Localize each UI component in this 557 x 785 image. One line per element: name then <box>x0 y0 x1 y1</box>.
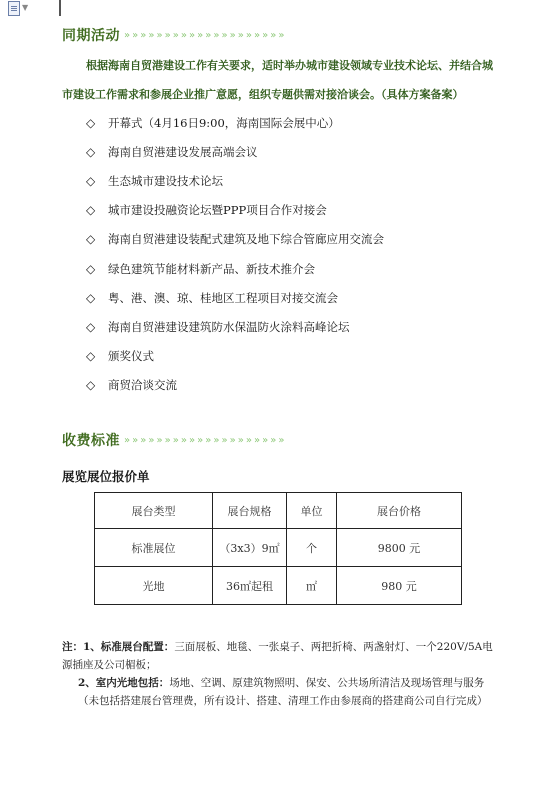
chevron-icon: » <box>197 434 203 446</box>
activity-list <box>86 108 384 400</box>
list-item <box>86 371 384 400</box>
chevron-icon: » <box>245 29 251 41</box>
intro-line: 根据海南自贸港建设工作有关要求，适时举办城市建设领域专业技术论坛、并结合城 <box>86 59 493 72</box>
list-item <box>86 196 384 225</box>
note-2 <box>62 674 502 710</box>
list-item <box>86 283 384 312</box>
chevron-icon: » <box>262 29 268 41</box>
table-cell: ㎡ <box>287 567 337 605</box>
chevron-icon: » <box>172 29 178 41</box>
dropdown-caret-icon[interactable]: ▼ <box>22 3 29 12</box>
list-item-label: 商贸洽谈交流 <box>108 378 177 393</box>
chevron-icon: » <box>156 434 162 446</box>
chevron-icon: » <box>180 434 186 446</box>
chevron-decoration <box>124 435 287 446</box>
chevron-icon: » <box>213 29 219 41</box>
intro-line: 市建设工作需求和参展企业推广意愿，组织专题供需对接洽谈会。（具体方案备案） <box>62 88 464 101</box>
list-item <box>86 254 384 283</box>
list-item-label: 粤、港、澳、琼、桂地区工程项目对接交流会 <box>108 290 338 305</box>
chevron-icon: » <box>132 434 138 446</box>
column-header: 展台类型 <box>95 493 213 529</box>
chevron-icon: » <box>254 434 260 446</box>
diamond-bullet-icon: ◇ <box>86 173 96 188</box>
notes-block <box>62 638 502 710</box>
section-heading-activities <box>62 25 287 45</box>
note-label: 注：1、标准展台配置： <box>62 641 175 653</box>
table-cell: 9800 元 <box>337 529 462 567</box>
table-cell: 光地 <box>95 567 213 605</box>
chevron-icon: » <box>221 29 227 41</box>
chevron-icon: » <box>164 434 170 446</box>
chevron-icon: » <box>124 434 130 446</box>
list-item-label: 颁奖仪式 <box>108 349 154 364</box>
chevron-icon: » <box>245 434 251 446</box>
table-row <box>95 529 462 567</box>
list-item-label: 海南自贸港建设装配式建筑及地下综合管廊应用交流会 <box>108 232 384 247</box>
diamond-bullet-icon: ◇ <box>86 203 96 218</box>
chevron-icon: » <box>278 29 284 41</box>
chevron-icon: » <box>124 29 130 41</box>
chevron-icon: » <box>237 434 243 446</box>
list-item <box>86 108 384 137</box>
table-cell: 980 元 <box>337 567 462 605</box>
price-list-title: 展览展位报价单 <box>62 469 150 484</box>
chevron-icon: » <box>270 29 276 41</box>
document-icon[interactable] <box>8 1 30 15</box>
margin-marker <box>59 0 61 16</box>
diamond-bullet-icon: ◇ <box>86 144 96 159</box>
note-text: 三面展板、地毯、一张桌子、两把折椅、两盏射灯、一个220V/5A电源插座及公司楣板； <box>62 641 493 671</box>
chevron-icon: » <box>270 434 276 446</box>
chevron-icon: » <box>140 434 146 446</box>
section-title: 同期活动 <box>62 28 120 44</box>
diamond-bullet-icon: ◇ <box>86 349 96 364</box>
chevron-icon: » <box>205 434 211 446</box>
chevron-icon: » <box>189 29 195 41</box>
column-header: 展台规格 <box>213 493 287 529</box>
column-header: 展台价格 <box>337 493 462 529</box>
table-cell: 个 <box>287 529 337 567</box>
diamond-bullet-icon: ◇ <box>86 290 96 305</box>
table-row <box>95 567 462 605</box>
list-item <box>86 342 384 371</box>
table-cell: 标准展位 <box>95 529 213 567</box>
chevron-icon: » <box>164 29 170 41</box>
list-item-label: 海南自贸港建设发展高端会议 <box>108 144 258 159</box>
chevron-icon: » <box>229 29 235 41</box>
chevron-icon: » <box>229 434 235 446</box>
diamond-bullet-icon: ◇ <box>86 115 96 130</box>
list-item <box>86 312 384 341</box>
chevron-icon: » <box>132 29 138 41</box>
chevron-icon: » <box>140 29 146 41</box>
column-header: 单位 <box>287 493 337 529</box>
list-item-label: 城市建设投融资论坛暨PPP项目合作对接会 <box>108 203 327 218</box>
price-table <box>94 492 462 605</box>
table-cell: （3x3）9㎡ <box>213 529 287 567</box>
chevron-icon: » <box>180 29 186 41</box>
chevron-icon: » <box>237 29 243 41</box>
diamond-bullet-icon: ◇ <box>86 319 96 334</box>
section-heading-fees <box>62 430 287 450</box>
chevron-icon: » <box>197 29 203 41</box>
intro-paragraph <box>62 51 500 109</box>
chevron-icon: » <box>148 29 154 41</box>
diamond-bullet-icon: ◇ <box>86 232 96 247</box>
table-cell: 36㎡起租 <box>213 567 287 605</box>
chevron-icon: » <box>262 434 268 446</box>
note-1 <box>62 638 502 674</box>
diamond-bullet-icon: ◇ <box>86 378 96 393</box>
chevron-icon: » <box>172 434 178 446</box>
chevron-icon: » <box>148 434 154 446</box>
list-item <box>86 166 384 195</box>
diamond-bullet-icon: ◇ <box>86 261 96 276</box>
section-title: 收费标准 <box>62 433 120 449</box>
note-text: 场地、空调、原建筑物照明、保安、公共场所清洁及现场管理与服务（未包括搭建展台管理费，所有设计、搭建、清理工作由参展商的搭建商公司自行完成） <box>78 677 488 707</box>
list-item-label: 海南自贸港建设建筑防水保温防火涂料高峰论坛 <box>108 319 350 334</box>
page-glyph <box>8 1 20 16</box>
chevron-icon: » <box>156 29 162 41</box>
table-header-row <box>95 493 462 529</box>
list-item-label: 开幕式（4月16日9:00，海南国际会展中心） <box>108 115 340 130</box>
list-item <box>86 225 384 254</box>
chevron-icon: » <box>189 434 195 446</box>
chevron-icon: » <box>254 29 260 41</box>
chevron-icon: » <box>205 29 211 41</box>
chevron-icon: » <box>213 434 219 446</box>
chevron-icon: » <box>278 434 284 446</box>
chevron-decoration <box>124 30 287 41</box>
list-item-label: 生态城市建设技术论坛 <box>108 173 223 188</box>
note-label: 2、室内光地包括： <box>78 677 170 689</box>
chevron-icon: » <box>221 434 227 446</box>
list-item <box>86 137 384 166</box>
list-item-label: 绿色建筑节能材料新产品、新技术推介会 <box>108 261 315 276</box>
